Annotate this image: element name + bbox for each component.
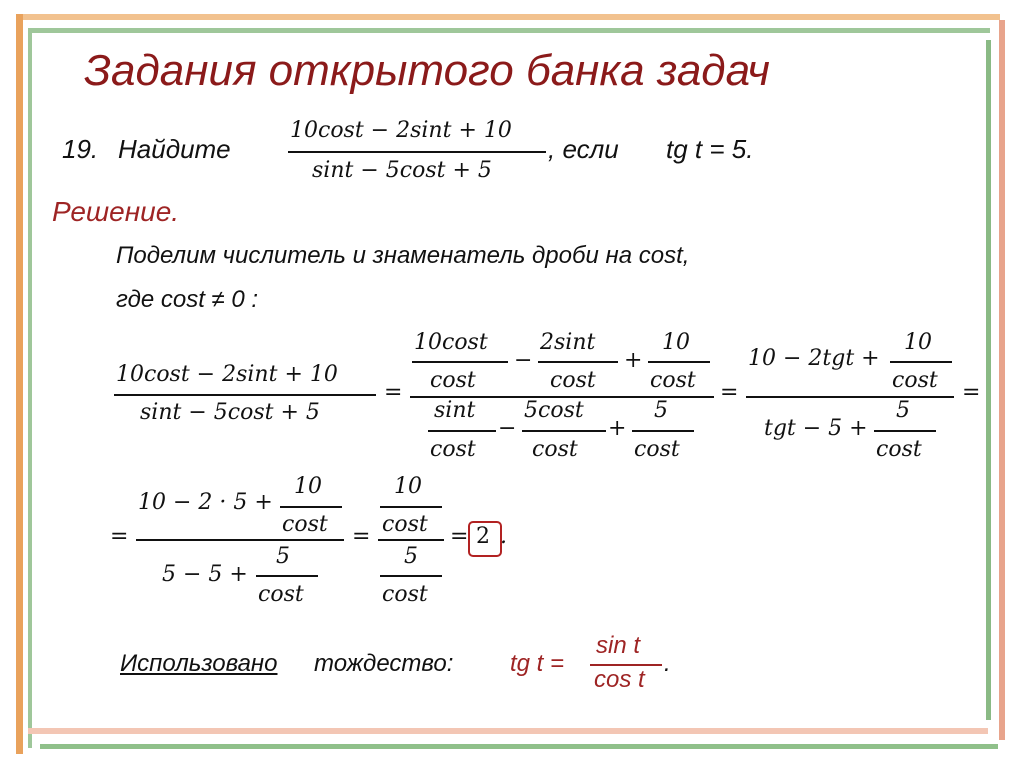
right-bar-salmon <box>999 20 1005 740</box>
step4-equals-1: = <box>352 524 371 549</box>
step2-minus-top: − <box>514 348 533 373</box>
step2-m3: 5 <box>654 398 668 423</box>
identity-num: sin t <box>596 632 641 659</box>
step4-equals-2: = <box>450 524 469 549</box>
step4-lead-equals: = <box>110 524 129 549</box>
right-bar-green <box>986 40 991 720</box>
step3-num-frac-line <box>890 361 952 363</box>
step2-n3: 10 <box>662 330 690 355</box>
top-bar-green <box>30 28 990 33</box>
step2-equals: = <box>720 380 739 405</box>
step3-equals: = <box>962 380 981 405</box>
step3-den-left: tgt − 5 + <box>764 416 868 441</box>
solution-text-2: где cost ≠ 0 : <box>116 286 259 313</box>
step4-num-frac-n: 10 <box>294 474 322 499</box>
step3-den-frac-d: cost <box>876 437 922 462</box>
step2-plus-top: + <box>624 348 643 373</box>
step4-r-den-n: 5 <box>404 544 418 569</box>
step2-e1: cost <box>430 437 476 462</box>
step2-plus-bottom: + <box>608 416 627 441</box>
problem-fraction-numerator: 10cost − 2sint + 10 <box>290 118 512 143</box>
step2-m2-line <box>522 430 606 432</box>
problem-condition-word: , если <box>548 134 619 164</box>
step4-num-left: 10 − 2 · 5 + <box>138 490 273 515</box>
step4-den-frac-line <box>256 575 318 577</box>
identity-rest-label: тождество: <box>314 650 454 677</box>
step1-fraction-line <box>114 394 376 396</box>
answer-value: 2 <box>476 524 490 549</box>
step4-num-frac-line <box>280 506 342 508</box>
step4-r-den-line <box>380 575 442 577</box>
step3-num-left: 10 − 2tgt + <box>748 346 880 371</box>
step2-e3: cost <box>634 437 680 462</box>
left-bar-orange <box>16 14 23 754</box>
answer-dot: . <box>500 524 507 549</box>
identity-lhs: tg t = <box>510 650 565 677</box>
problem-verb: Найдите <box>118 134 231 164</box>
problem-fraction-denominator: sint − 5cost + 5 <box>312 158 492 183</box>
step3-den-frac-line <box>874 430 936 432</box>
bottom-bar-green <box>40 744 998 749</box>
step4-r-num-d: cost <box>382 512 428 537</box>
step4-num-frac-d: cost <box>282 512 328 537</box>
step2-m2: 5cost <box>524 398 584 423</box>
step2-n3-line <box>648 361 710 363</box>
step2-n1: 10cost <box>414 330 488 355</box>
step2-d3: cost <box>650 368 696 393</box>
slide-title: Задания открытого банка задач <box>84 46 770 95</box>
step4-r-main-line <box>378 539 444 541</box>
identity-den: cos t <box>594 666 645 693</box>
step2-n2-line <box>538 361 618 363</box>
step4-den-frac-d: cost <box>258 582 304 607</box>
step2-d2: cost <box>550 368 596 393</box>
step2-m3-line <box>632 430 694 432</box>
left-bar-green <box>28 28 32 748</box>
problem-number: 19. <box>62 134 99 164</box>
step3-num-frac-n: 10 <box>904 330 932 355</box>
step2-m1: sint <box>434 398 476 423</box>
step3-num-frac-d: cost <box>892 368 938 393</box>
step4-r-num-line <box>380 506 442 508</box>
step4-r-num-n: 10 <box>394 474 422 499</box>
step1-denominator: sint − 5cost + 5 <box>140 400 320 425</box>
step4-main-line <box>136 539 344 541</box>
step4-r-den-d: cost <box>382 582 428 607</box>
step4-den-frac-n: 5 <box>276 544 290 569</box>
step1-equals: = <box>384 380 403 405</box>
step4-den-left: 5 − 5 + <box>162 562 248 587</box>
problem-condition: tg t = 5. <box>666 134 754 164</box>
step3-den-frac-n: 5 <box>896 398 910 423</box>
identity-dot: . <box>664 650 671 677</box>
problem-fraction-line <box>288 151 546 153</box>
top-bar-orange <box>20 14 1000 20</box>
identity-used-label: Использовано <box>120 650 278 677</box>
solution-text-1: Поделим числитель и знаменатель дроби на cost, <box>116 242 690 269</box>
step2-n1-line <box>412 361 508 363</box>
step2-m1-line <box>428 430 496 432</box>
bottom-bar-salmon <box>28 728 988 734</box>
step2-minus-bottom: − <box>498 416 517 441</box>
step2-d1: cost <box>430 368 476 393</box>
step2-n2: 2sint <box>540 330 596 355</box>
step2-e2: cost <box>532 437 578 462</box>
step1-numerator: 10cost − 2sint + 10 <box>116 362 338 387</box>
step3-main-line <box>746 396 954 398</box>
solution-heading: Решение. <box>52 196 180 227</box>
